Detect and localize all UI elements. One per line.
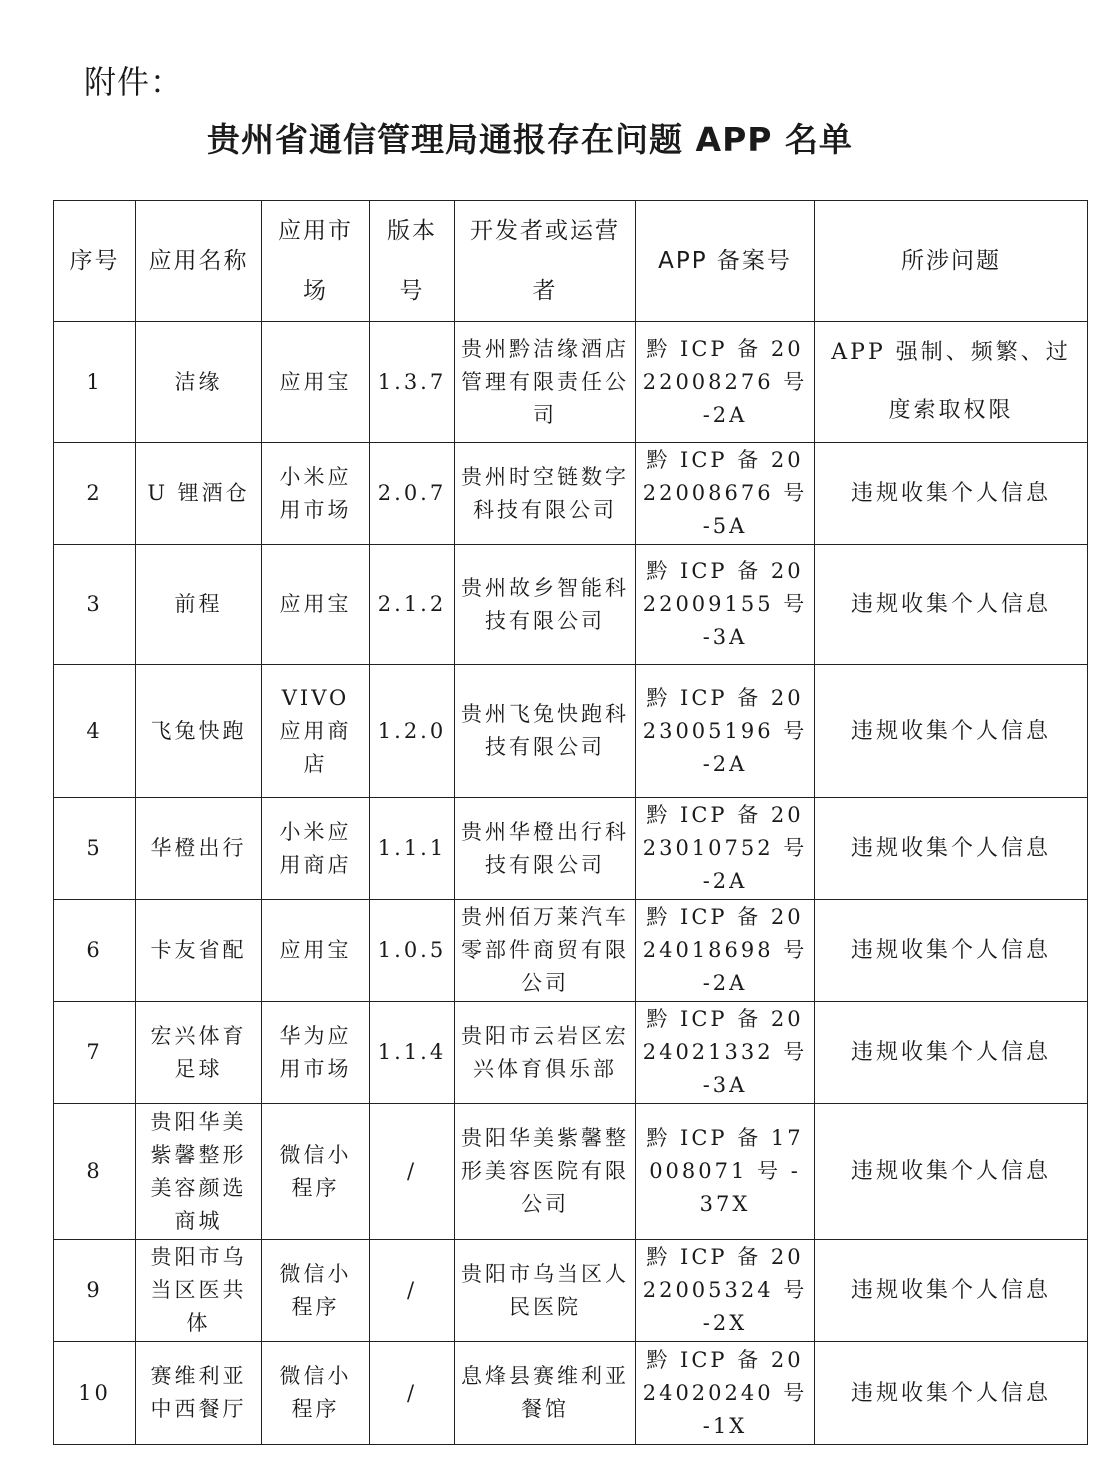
cell-index: 8 bbox=[54, 1104, 136, 1240]
cell-record: 黔 ICP 备 2022008676 号 -5A bbox=[636, 443, 815, 545]
document-title: 贵州省通信管理局通报存在问题 APP 名单 bbox=[207, 120, 853, 159]
cell-app-name: 赛维利亚中西餐厅 bbox=[136, 1342, 262, 1445]
table-row bbox=[54, 1002, 1088, 1104]
cell-developer: 贵州时空链数字科技有限公司 bbox=[455, 443, 636, 545]
cell-index: 2 bbox=[54, 443, 136, 545]
table-row bbox=[54, 443, 1088, 545]
cell-index: 3 bbox=[54, 545, 136, 665]
cell-record: 黔 ICP 备 2024021332 号 -3A bbox=[636, 1002, 815, 1104]
cell-market: VIVO 应用商店 bbox=[262, 665, 370, 798]
cell-issue: 违规收集个人信息 bbox=[815, 798, 1088, 900]
cell-issue: 违规收集个人信息 bbox=[815, 1240, 1088, 1342]
table-row bbox=[54, 322, 1088, 443]
table-row bbox=[54, 900, 1088, 1002]
cell-app-name: U 锂酒仓 bbox=[136, 443, 262, 545]
cell-issue: 违规收集个人信息 bbox=[815, 665, 1088, 798]
cell-issue: APP 强制、频繁、过度索取权限 bbox=[815, 322, 1088, 443]
app-list-table bbox=[53, 200, 1088, 1445]
cell-version: / bbox=[370, 1342, 455, 1445]
cell-app-name: 贵阳华美紫馨整形美容颜选商城 bbox=[136, 1104, 262, 1240]
cell-market: 应用宝 bbox=[262, 322, 370, 443]
cell-version: 1.2.0 bbox=[370, 665, 455, 798]
cell-index: 4 bbox=[54, 665, 136, 798]
header-app-name: 应用名称 bbox=[136, 201, 262, 322]
cell-index: 7 bbox=[54, 1002, 136, 1104]
header-record: APP 备案号 bbox=[636, 201, 815, 322]
cell-app-name: 卡友省配 bbox=[136, 900, 262, 1002]
cell-record: 黔 ICP 备 2024018698 号 -2A bbox=[636, 900, 815, 1002]
cell-record: 黔 ICP 备 2023010752 号 -2A bbox=[636, 798, 815, 900]
header-index: 序号 bbox=[54, 201, 136, 322]
cell-version: 1.1.1 bbox=[370, 798, 455, 900]
cell-version: / bbox=[370, 1104, 455, 1240]
cell-index: 9 bbox=[54, 1240, 136, 1342]
cell-version: 2.0.7 bbox=[370, 443, 455, 545]
cell-market: 应用宝 bbox=[262, 900, 370, 1002]
attachment-label: 附件： bbox=[84, 63, 184, 101]
cell-developer: 贵州故乡智能科技有限公司 bbox=[455, 545, 636, 665]
cell-issue: 违规收集个人信息 bbox=[815, 1002, 1088, 1104]
cell-market: 小米应用市场 bbox=[262, 443, 370, 545]
cell-developer: 贵州飞兔快跑科技有限公司 bbox=[455, 665, 636, 798]
cell-version: 1.0.5 bbox=[370, 900, 455, 1002]
cell-version: / bbox=[370, 1240, 455, 1342]
cell-issue: 违规收集个人信息 bbox=[815, 900, 1088, 1002]
cell-version: 1.3.7 bbox=[370, 322, 455, 443]
cell-app-name: 飞兔快跑 bbox=[136, 665, 262, 798]
table-row bbox=[54, 545, 1088, 665]
cell-record: 黔 ICP 备 2022008276 号 -2A bbox=[636, 322, 815, 443]
header-market: 应用市场 bbox=[262, 201, 370, 322]
header-version: 版本号 bbox=[370, 201, 455, 322]
table-row bbox=[54, 1342, 1088, 1445]
table-header-row bbox=[54, 201, 1088, 322]
cell-version: 1.1.4 bbox=[370, 1002, 455, 1104]
cell-developer: 贵州佰万莱汽车零部件商贸有限公司 bbox=[455, 900, 636, 1002]
cell-market: 微信小程序 bbox=[262, 1342, 370, 1445]
cell-record: 黔 ICP 备 2023005196 号 -2A bbox=[636, 665, 815, 798]
header-developer: 开发者或运营者 bbox=[455, 201, 636, 322]
cell-issue: 违规收集个人信息 bbox=[815, 443, 1088, 545]
table-row bbox=[54, 1240, 1088, 1342]
cell-developer: 贵州黔洁缘酒店管理有限责任公司 bbox=[455, 322, 636, 443]
cell-market: 应用宝 bbox=[262, 545, 370, 665]
cell-app-name: 洁缘 bbox=[136, 322, 262, 443]
cell-index: 6 bbox=[54, 900, 136, 1002]
cell-index: 5 bbox=[54, 798, 136, 900]
cell-index: 1 bbox=[54, 322, 136, 443]
cell-market: 华为应用市场 bbox=[262, 1002, 370, 1104]
cell-developer: 贵阳市乌当区人民医院 bbox=[455, 1240, 636, 1342]
cell-market: 小米应用商店 bbox=[262, 798, 370, 900]
cell-market: 微信小程序 bbox=[262, 1104, 370, 1240]
cell-developer: 贵阳华美紫馨整形美容医院有限公司 bbox=[455, 1104, 636, 1240]
cell-record: 黔 ICP 备 2024020240 号 -1X bbox=[636, 1342, 815, 1445]
cell-record: 黔 ICP 备 2022005324 号 -2X bbox=[636, 1240, 815, 1342]
cell-issue: 违规收集个人信息 bbox=[815, 1342, 1088, 1445]
cell-market: 微信小程序 bbox=[262, 1240, 370, 1342]
table-row bbox=[54, 798, 1088, 900]
cell-developer: 贵阳市云岩区宏兴体育俱乐部 bbox=[455, 1002, 636, 1104]
cell-app-name: 贵阳市乌当区医共体 bbox=[136, 1240, 262, 1342]
cell-app-name: 前程 bbox=[136, 545, 262, 665]
cell-record: 黔 ICP 备 17008071 号 -37X bbox=[636, 1104, 815, 1240]
header-issue: 所涉问题 bbox=[815, 201, 1088, 322]
table-row bbox=[54, 665, 1088, 798]
cell-issue: 违规收集个人信息 bbox=[815, 1104, 1088, 1240]
table-row bbox=[54, 1104, 1088, 1240]
cell-app-name: 宏兴体育足球 bbox=[136, 1002, 262, 1104]
cell-developer: 息烽县赛维利亚餐馆 bbox=[455, 1342, 636, 1445]
cell-app-name: 华橙出行 bbox=[136, 798, 262, 900]
cell-issue: 违规收集个人信息 bbox=[815, 545, 1088, 665]
cell-index: 10 bbox=[54, 1342, 136, 1445]
cell-developer: 贵州华橙出行科技有限公司 bbox=[455, 798, 636, 900]
cell-version: 2.1.2 bbox=[370, 545, 455, 665]
cell-record: 黔 ICP 备 2022009155 号 -3A bbox=[636, 545, 815, 665]
